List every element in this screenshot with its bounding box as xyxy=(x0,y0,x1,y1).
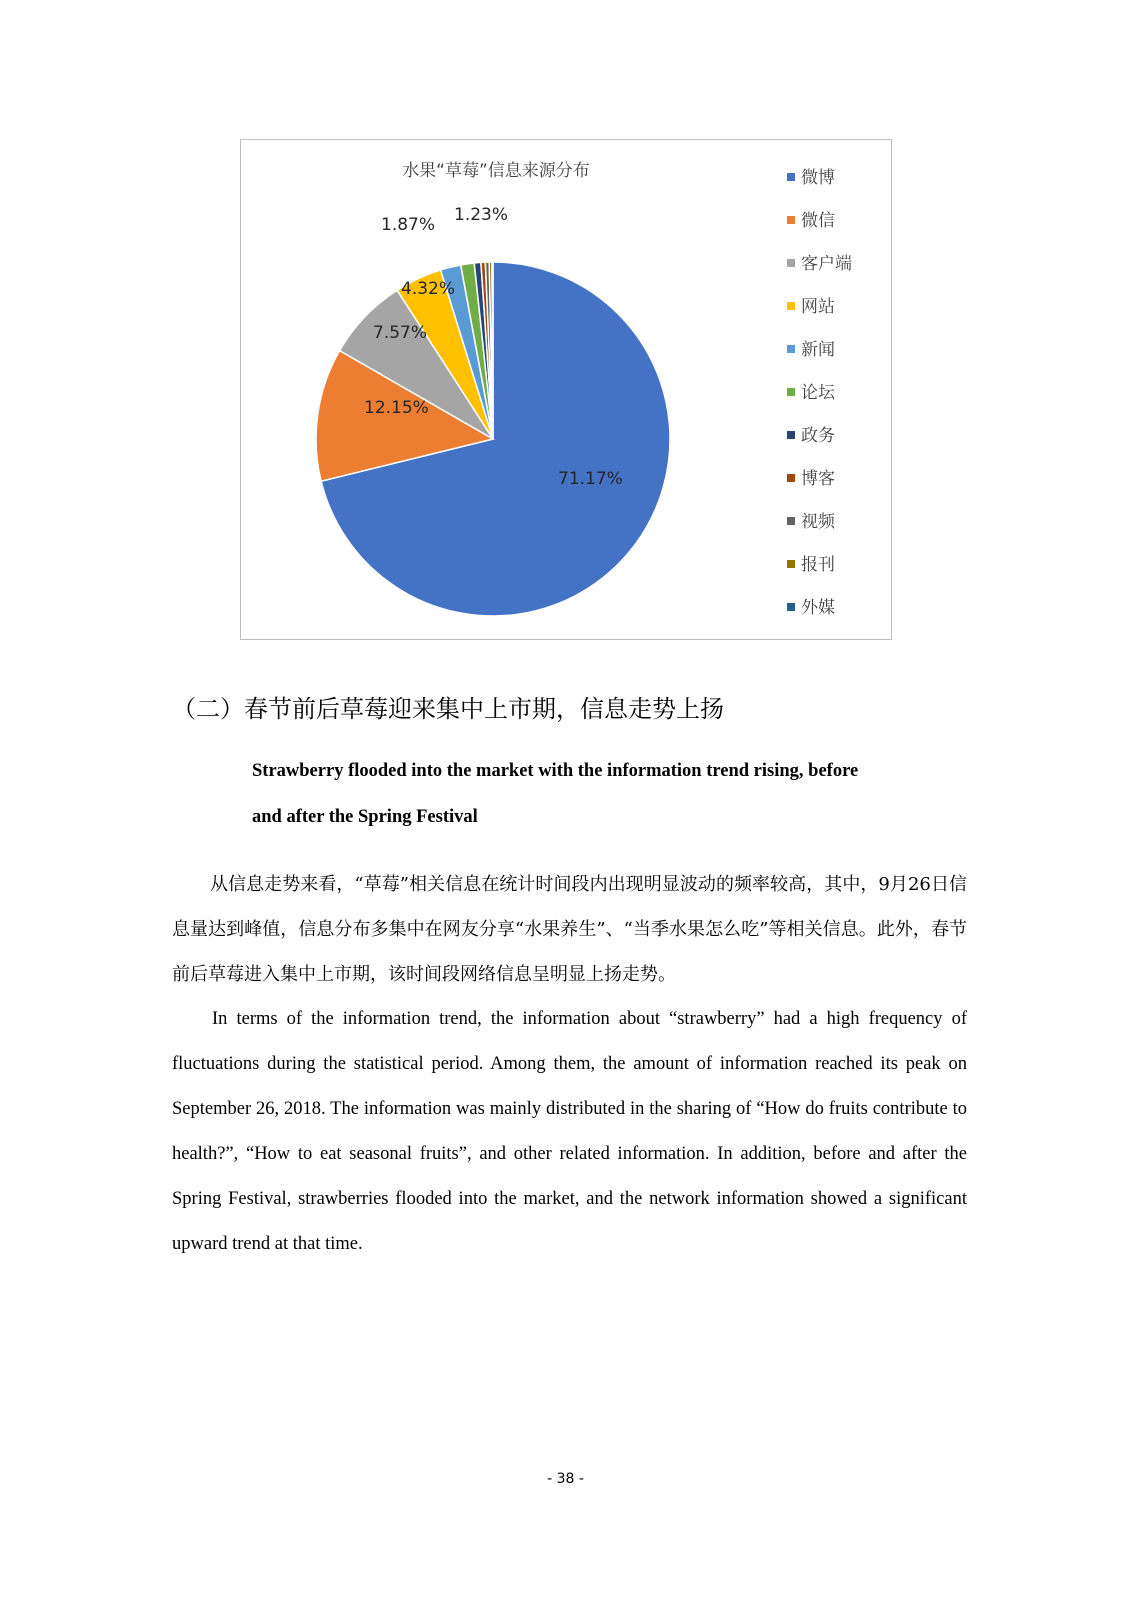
data-label-5: 1.87% xyxy=(381,215,436,235)
legend-swatch-10 xyxy=(787,560,795,568)
section-heading-en-line1: Strawberry flooded into the market with the information trend rising, before xyxy=(252,761,859,781)
legend-swatch-3 xyxy=(787,259,795,267)
body-paragraph-zh: 从信息走势来看，“草莓”相关信息在统计时间段内出现明显波动的频率较高，其中，9月26日信息量达到峰值，信息分布多集中在网友分享“水果养生”、“当季水果怎么吃”等相关信息。此外，春节前后草莓进入集中上市期，该时间段网络信息呈明显上扬走势。 xyxy=(172,874,967,985)
pie-slice-11 xyxy=(492,262,493,439)
legend-swatch-6 xyxy=(787,388,795,396)
legend-label-4: 网站 xyxy=(801,297,835,317)
legend-swatch-5 xyxy=(787,345,795,353)
legend-label-9: 视频 xyxy=(801,512,835,532)
data-label-4: 4.32% xyxy=(401,279,456,299)
legend-label-2: 微信 xyxy=(801,211,835,231)
legend-swatch-11 xyxy=(787,603,795,611)
legend-label-3: 客户端 xyxy=(801,254,852,274)
chart-legend xyxy=(787,168,852,618)
data-label-1: 71.17% xyxy=(558,469,623,489)
legend-swatch-7 xyxy=(787,431,795,439)
legend-swatch-9 xyxy=(787,517,795,525)
legend-swatch-4 xyxy=(787,302,795,310)
legend-label-8: 博客 xyxy=(801,469,835,489)
page-number: - 38 - xyxy=(547,1471,584,1487)
body-paragraph-en: In terms of the information trend, the information about “strawberry” had a high frequency of fluctuations during the statistical period. Among them, the amount of information reached its peak on September 26, 2018. The information was mainly distributed in the sharing of “How do fruits contribute to health?”, “How to eat seasonal fruits”, and other related information. In addition, before and after the Spring Festival, strawberries flooded into the market, and the network information showed a significant upward trend at that time. xyxy=(172,1009,967,1254)
legend-label-11: 外媒 xyxy=(801,598,835,618)
legend-label-5: 新闻 xyxy=(801,340,835,360)
section-heading-en-line2: and after the Spring Festival xyxy=(252,807,478,827)
chart-title: 水果“草莓”信息来源分布 xyxy=(402,161,590,181)
legend-label-10: 报刊 xyxy=(801,555,835,575)
section-heading-zh: （二）春节前后草莓迎来集中上市期，信息走势上扬 xyxy=(172,695,724,723)
pie-slices xyxy=(316,262,670,616)
legend-swatch-2 xyxy=(787,216,795,224)
pie-chart-svg xyxy=(241,140,893,641)
pie-chart xyxy=(240,139,892,640)
legend-label-6: 论坛 xyxy=(801,383,835,403)
legend-swatch-8 xyxy=(787,474,795,482)
legend-swatch-1 xyxy=(787,173,795,181)
legend-label-1: 微博 xyxy=(801,168,835,188)
data-label-2: 12.15% xyxy=(364,398,429,418)
section-heading-en xyxy=(252,748,972,840)
data-label-6: 1.23% xyxy=(454,205,509,225)
legend-label-7: 政务 xyxy=(801,426,835,446)
data-label-3: 7.57% xyxy=(373,323,428,343)
